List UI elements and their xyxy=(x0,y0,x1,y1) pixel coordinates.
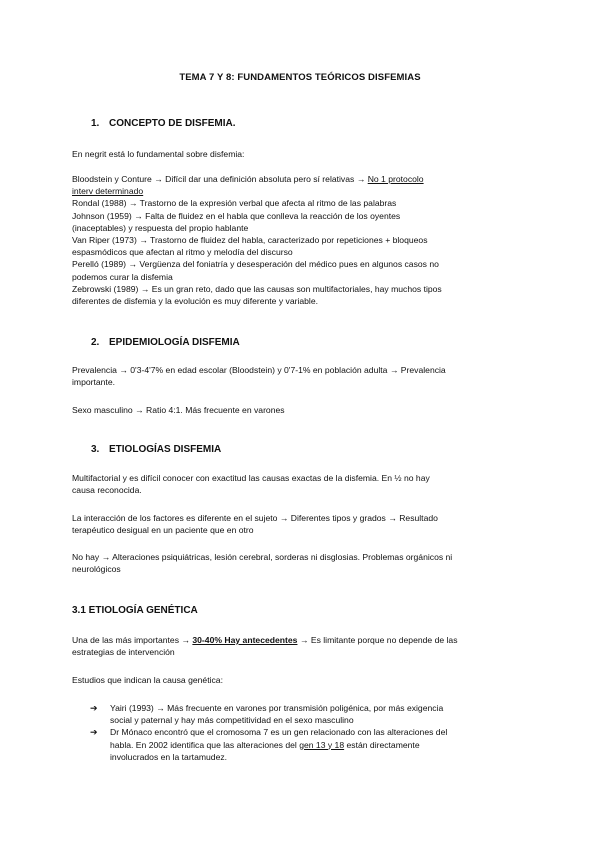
paragraph-line: estrategias de intervención xyxy=(72,647,175,658)
paragraph-line: importante. xyxy=(72,377,115,388)
definition-line: Johnson (1959) → Falta de fluidez en el habla que conlleva la reacción de los oyentes xyxy=(72,210,401,221)
section-2-sex: Sexo masculino → Ratio 4:1. Más frecuente en varones xyxy=(72,405,285,415)
section-3-paragraph-1 xyxy=(72,472,522,496)
section-3-paragraph-3 xyxy=(72,551,522,575)
document-title: TEMA 7 Y 8: FUNDAMENTOS TEÓRICOS DISFEMIAS xyxy=(179,72,421,83)
list-item-line: Yairi (1993) → Más frecuente en varones por transmisión poligénica, por más exigencia xyxy=(110,703,444,713)
definition-line: Van Riper (1973) → Trastorno de fluidez del habla, caracterizado por repeticiones + bloqueos xyxy=(72,235,428,246)
definition-line: podemos curar la disfemia xyxy=(72,271,173,282)
section-1-heading xyxy=(91,118,236,129)
line-underlined: interv determinado xyxy=(72,186,144,197)
section-3-1-paragraph-1 xyxy=(72,634,522,658)
paragraph-line: Multifactorial y es difícil conocer con exactitud las causas exactas de la disfemia. En ½ no hay xyxy=(72,473,430,483)
section-2-heading xyxy=(91,337,240,348)
line-text: están directamente xyxy=(344,739,420,750)
definition-line: Zebrowski (1989) → Es un gran reto, dado que las causas son multifactoriales, hay muchos tipos xyxy=(72,283,442,294)
arrow-bullet-icon: ➔ xyxy=(90,727,98,738)
section-2-title: EPIDEMIOLOGÍA DISFEMIA xyxy=(109,337,240,348)
genetic-studies-list xyxy=(90,702,522,763)
list-item-line: social y paternal y hay más competitividad en el sexo masculino xyxy=(110,715,354,726)
arrow-bullet-icon: ➔ xyxy=(90,703,98,713)
line-text: Bloodstein y Conture → Difícil dar una definición absoluta pero sí relativas → xyxy=(72,174,368,184)
paragraph-line: causa reconocida. xyxy=(72,485,142,496)
list-item xyxy=(90,726,522,763)
section-3-number: 3. xyxy=(91,444,100,455)
section-3-title: ETIOLOGÍAS DISFEMIA xyxy=(109,444,222,455)
section-3-1-heading: 3.1 ETIOLOGÍA GENÉTICA xyxy=(72,605,198,616)
definition-line: Perelló (1989) → Vergüenza del foniatría y desesperación del médico pues en algunos casos no xyxy=(72,259,439,270)
definition-line xyxy=(72,185,522,197)
line-text: habla. En 2002 identifica que las alteraciones del xyxy=(110,739,300,750)
line-text: Una de las más importantes → xyxy=(72,635,193,645)
definition-line: (inaceptables) y respuesta del propio hablante xyxy=(72,222,249,233)
section-2-prevalence xyxy=(72,364,522,388)
list-item xyxy=(90,702,522,726)
section-1-intro: En negrit está lo fundamental sobre disfemia: xyxy=(72,149,245,159)
paragraph-line: neurológicos xyxy=(72,564,121,575)
paragraph-line: La interacción de los factores es diferente en el sujeto → Diferentes tipos y grados → Resultado xyxy=(72,513,438,523)
list-item-line: involucrados en la tartamudez. xyxy=(110,751,228,762)
section-1-definitions xyxy=(72,173,522,307)
definition-line: diferentes de disfemia y la evolución es muy diferente y variable. xyxy=(72,296,319,307)
line-text: → Es limitante porque no depende de las xyxy=(297,635,458,645)
paragraph-line: Prevalencia → 0'3-4'7% en edad escolar (Bloodstein) y 0'7-1% en población adulta → Prevalencia xyxy=(72,365,446,375)
paragraph-line: terapéutico desigual en un paciente que en otro xyxy=(72,525,254,536)
list-item-line: Dr Mónaco encontró que el cromosoma 7 es un gen relacionado con las alteraciones del xyxy=(110,727,448,738)
section-1-number: 1. xyxy=(91,118,100,129)
section-3-1-paragraph-2: Estudios que indican la causa genética: xyxy=(72,675,223,685)
section-1-title: CONCEPTO DE DISFEMIA. xyxy=(109,118,236,129)
line-underlined: No 1 protocolo xyxy=(367,174,424,184)
line-underlined: gen 13 y 18 xyxy=(299,739,345,750)
line-underlined: 30-40% Hay antecedentes xyxy=(192,635,298,645)
definition-line: Rondal (1988) → Trastorno de la expresión verbal que afecta al ritmo de las palabras xyxy=(72,198,397,209)
paragraph-line: No hay → Alteraciones psiquiátricas, lesión cerebral, sorderas ni disglosias. Problemas orgánicos ni xyxy=(72,552,453,562)
section-2-number: 2. xyxy=(91,337,100,348)
definition-line xyxy=(72,173,522,185)
section-3-heading xyxy=(91,444,221,455)
definition-line: espasmódicos que afectan al ritmo y melodía del discurso xyxy=(72,247,293,258)
section-3-paragraph-2 xyxy=(72,512,522,536)
